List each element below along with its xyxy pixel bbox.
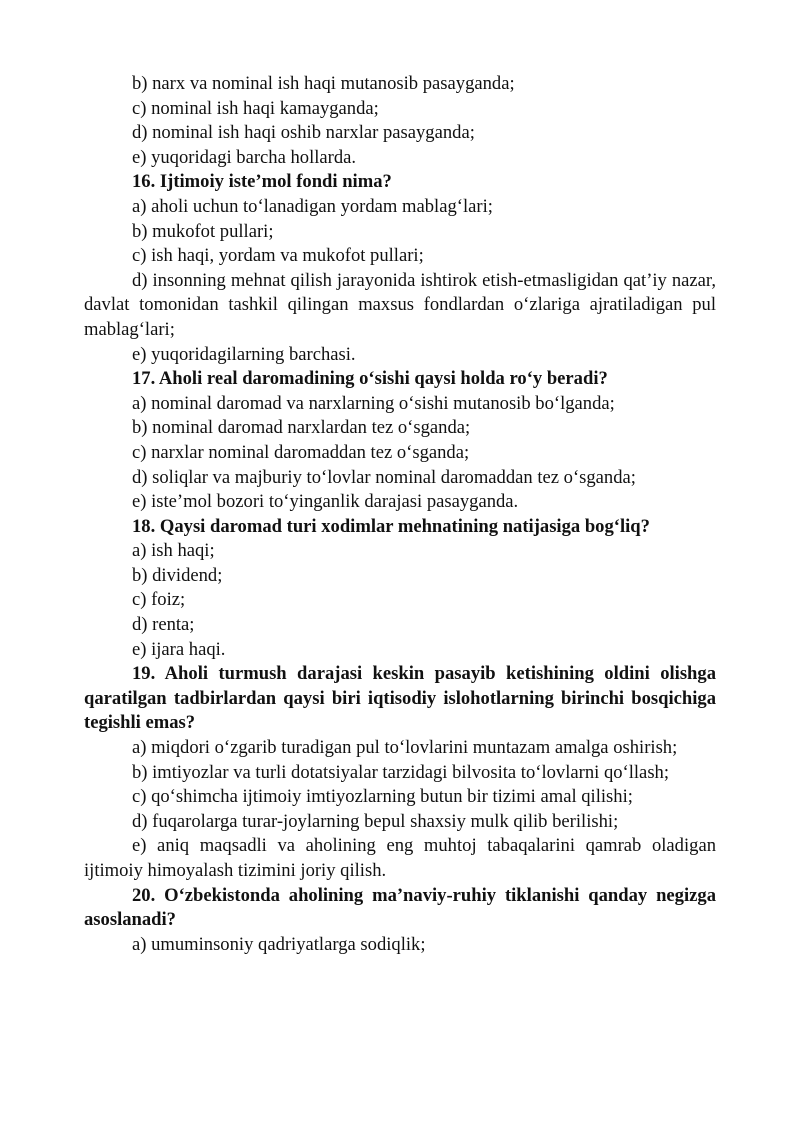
option-19-c: c) qo‘shimcha ijtimoiy imtiyozlarning butun bir tizimi amal qilishi; (132, 786, 633, 808)
option-18-b: b) dividend; (132, 564, 223, 586)
question-19: 19. Aholi turmush darajasi keskin pasayib ketishining oldini olishga qaratilgan tadbirlardan qaysi biri iqtisodiy islohotlarning birinchi bosqichiga tegishli emas? (84, 663, 716, 734)
option-18-d: d) renta; (132, 614, 195, 636)
option-17-b: b) nominal daromad narxlardan tez o‘sganda; (132, 417, 471, 439)
option-16-prev-c: c) nominal ish haqi kamayganda; (132, 97, 379, 119)
option-18-a: a) ish haqi; (132, 540, 215, 562)
option-16-prev-b: b) narx va nominal ish haqi mutanosib pasayganda; (132, 73, 515, 94)
option-16-d: d) insonning mehnat qilish jarayonida ishtirok etish-etmasligidan qat’iy nazar, davlat tomonidan tashkil qilingan maxsus fondlardan o‘zlariga ajratiladigan pul mablag‘lari; (84, 269, 716, 340)
option-16-c: c) ish haqi, yordam va mukofot pullari; (132, 245, 424, 267)
option-18-c: c) foiz; (132, 589, 186, 611)
question-18: 18. Qaysi daromad turi xodimlar mehnatining natijasiga bog‘liq? (132, 515, 650, 537)
option-16-b: b) mukofot pullari; (132, 220, 274, 242)
option-19-e: e) aniq maqsadli va aholining eng muhtoj tabaqalarini qamrab oladigan ijtimoiy himoyalash tizimini joriy qilish. (84, 835, 716, 881)
option-19-a: a) miqdori o‘zgarib turadigan pul to‘lovlarini muntazam amalga oshirish; (132, 737, 678, 759)
question-16: 16. Ijtimoiy iste’mol fondi nima? (132, 171, 392, 193)
option-17-d: d) soliqlar va majburiy to‘lovlar nominal daromaddan tez o‘sganda; (132, 466, 636, 488)
document-page (84, 72, 716, 957)
question-17: 17. Aholi real daromadining o‘sishi qaysi holda ro‘y beradi? (132, 368, 608, 390)
option-19-d: d) fuqarolarga turar-joylarning bepul shaxsiy mulk qilib berilishi; (132, 810, 619, 832)
option-16-e: e) yuqoridagilarning barchasi. (132, 343, 356, 365)
option-16-prev-d: d) nominal ish haqi oshib narxlar pasayganda; (132, 122, 475, 144)
option-19-b: b) imtiyozlar va turli dotatsiyalar tarzidagi bilvosita to‘lovlarni qo‘llash; (132, 761, 670, 783)
option-17-c: c) narxlar nominal daromaddan tez o‘sganda; (132, 441, 470, 463)
option-20-a: a) umuminsoniy qadriyatlarga sodiqlik; (132, 933, 426, 955)
option-16-a: a) aholi uchun to‘lanadigan yordam mablag‘lari; (132, 195, 493, 217)
question-20: 20. O‘zbekistonda aholining ma’naviy-ruhiy tiklanishi qanday negizga asoslanadi? (84, 884, 716, 931)
option-18-e: e) ijara haqi. (132, 638, 226, 660)
option-16-prev-e: e) yuqoridagi barcha hollarda. (132, 146, 357, 168)
option-17-e: e) iste’mol bozori to‘yinganlik darajasi pasayganda. (132, 491, 519, 513)
option-17-a: a) nominal daromad va narxlarning o‘sishi mutanosib bo‘lganda; (132, 392, 615, 414)
